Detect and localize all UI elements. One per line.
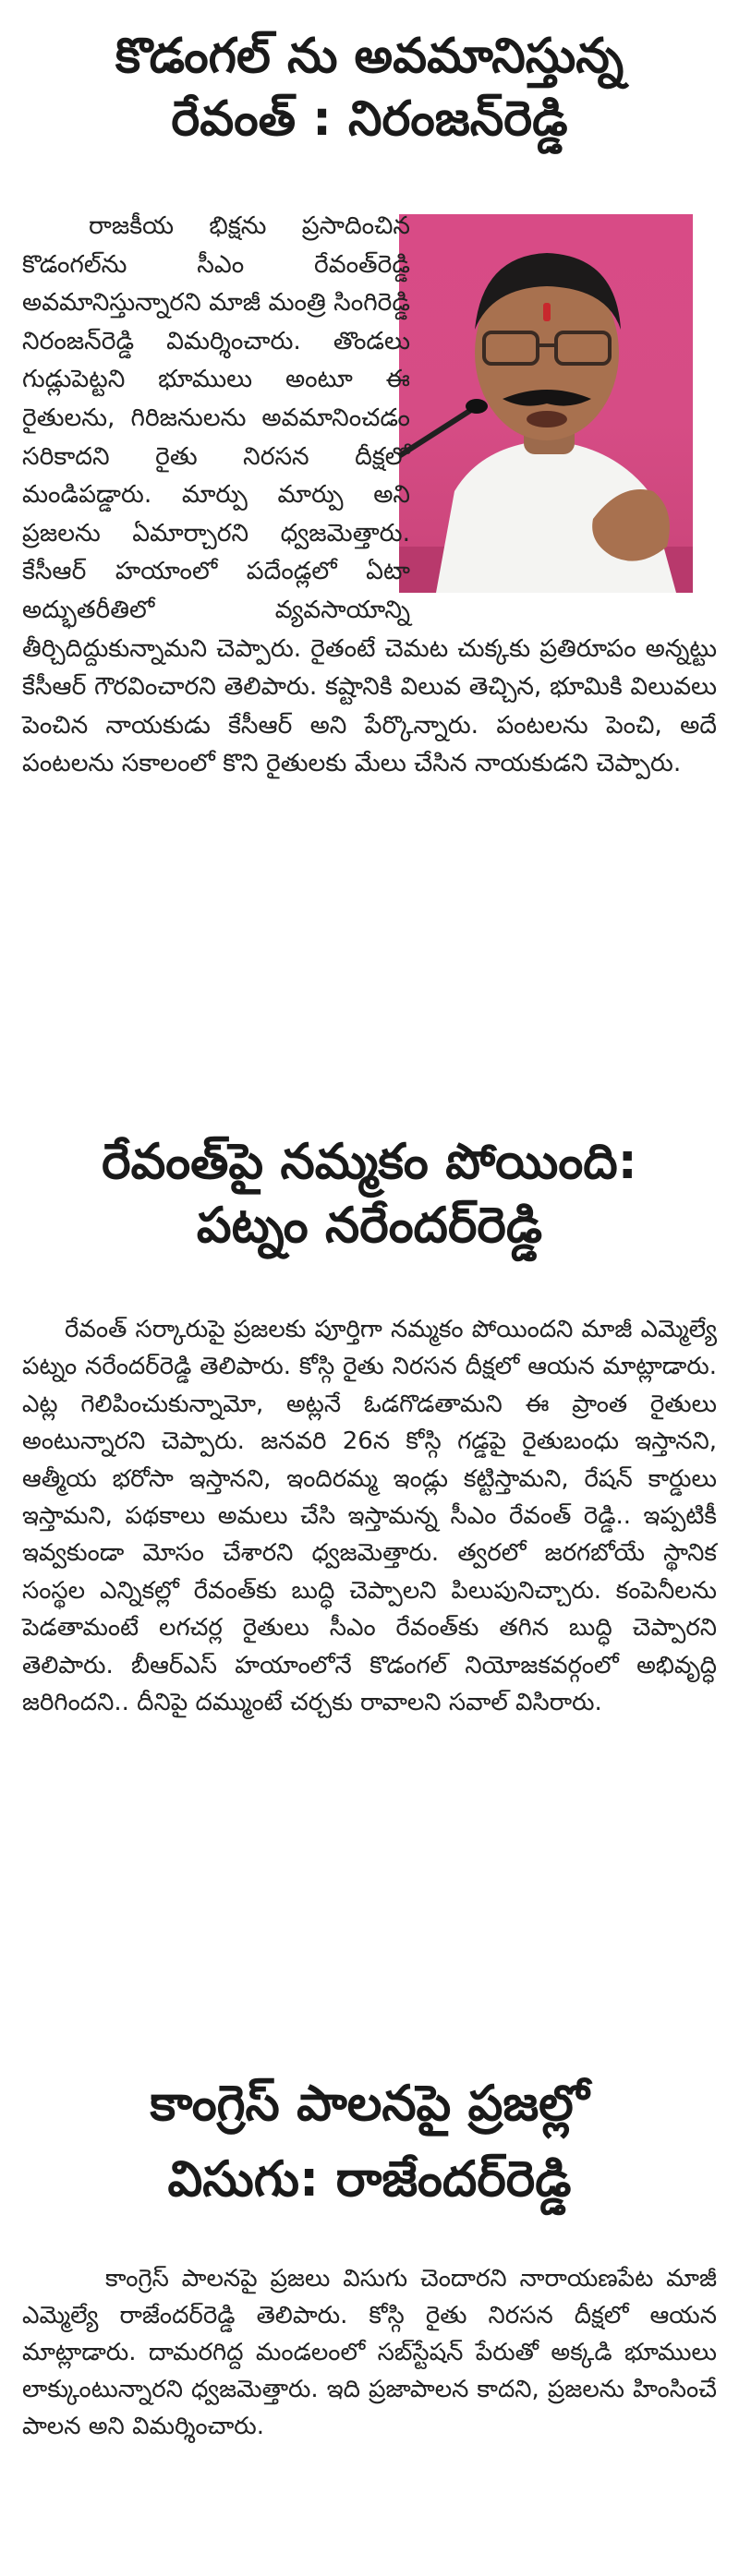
article-1-headline — [18, 26, 721, 150]
article-1-headline-line-2: రేవంత్ : నిరంజన్‌రెడ్డి — [171, 90, 568, 147]
article-3-headline-line-1: కాంగ్రెస్ పాలనపై ప్రజల్లో — [150, 2076, 589, 2132]
article-1-body-text: రాజకీయ భిక్షను ప్రసాదించిన కొడంగల్‌ను సీఎం రేవంత్‌రెడ్డి అవమానిస్తున్నారని మాజీ మంత్రి సింగిరెడ్డి నిరంజన్‌రెడ్డి విమర్శించారు. తొండలు గుడ్లుపెట్టని భూములు అంటూ ఈ రైతులను, గిరిజనులను అవమానించడం సరికాదని రైతు నిరసన దీక్షలో మండిపడ్డారు. మార్పు మార్పు అని ప్రజలను ఏమార్చారని ధ్వజమెత్తారు. కేసీఆర్ హయాంలో పదేండ్లలో ఏటా అద్భుతరీతిలో వ్యవసాయాన్ని తీర్చిదిద్దుకున్నామని చెప్పారు. రైతంటే చెమట చుక్కకు ప్రతిరూపం అన్నట్టు కేసీఆర్ గౌరవించారని తెలిపారు. కష్టానికి విలువ తెచ్చిన, భూమికి విలువలు పెంచిన నాయకుడు కేసీఆర్ అని పేర్కొన్నారు. పంటలను పెంచి, అదే పంటలను సకాలంలో కొని రైతులకు మేలు చేసిన నాయకుడని చెప్పారు. — [22, 211, 717, 778]
article-2-body-text: రేవంత్ సర్కారుపై ప్రజలకు పూర్తిగా నమ్మకం పోయిందని మాజీ ఎమ్మెల్యే పట్నం నరేందర్‌రెడ్డి తెలిపారు. కోస్గి రైతు నిరసన దీక్షలో ఆయన మాట్లాడారు. ఎట్ల గెలిపించుకున్నామో, అట్లనే ఓడగొడతామని ఈ ప్రాంత రైతులు అంటున్నారని చెప్పారు. జనవరి 26న కోస్గి గడ్డపై రైతుబంధు ఇస్తానని, ఆత్మీయ భరోసా ఇస్తానని, ఇందిరమ్మ ఇండ్లు కట్టిస్తామని, రేషన్ కార్డులు ఇస్తామని, పథకాలు అమలు చేసి ఇస్తామన్న సీఎం రేవంత్ రెడ్డి.. ఇప్పటికీ ఇవ్వకుండా మోసం చేశారని ధ్వజమెత్తారు. త్వరలో జరగబోయే స్థానిక సంస్థల ఎన్నికల్లో రేవంత్‌కు బుద్ధి చెప్పాలని పిలుపునిచ్చారు. కంపెనీలను పెడతామంటే లగచర్ల రైతులు సీఎం రేవంత్‌కు తగిన బుద్ధి చెప్పారని తెలిపారు. బీఆర్ఎస్ హయాంలోనే కొడంగల్ నియోజకవర్గంలో అభివృద్ధి జరిగిందని.. దీనిపై దమ్ముంటే చర్చకు రావాలని సవాల్ విసిరారు. — [22, 1316, 717, 1717]
article-2-headline-line-1: రేవంత్‌పై నమ్మకం పోయింది: — [102, 1134, 637, 1190]
photo-wrap-spacer — [410, 207, 717, 602]
article-1-body — [22, 207, 717, 783]
article-3-headline-line-2: విసుగు: రాజేందర్‌రెడ్డి — [167, 2151, 572, 2209]
article-2-body — [22, 1311, 717, 1721]
article-3-headline — [18, 2066, 721, 2218]
article-2-headline — [18, 1131, 721, 1258]
article-3-body-text: కాంగ్రెస్ పాలనపై ప్రజలు విసుగు చెందారని నారాయణపేట మాజీ ఎమ్మెల్యే రాజేందర్‌రెడ్డి తెలిపారు. కోస్గి రైతు నిరసన దీక్షలో ఆయన మాట్లాడారు. దామరగిద్ద మండలంలో సబ్‌స్టేషన్ పేరుతో అక్కడి భూములు లాక్కుంటున్నారని ధ్వజమెత్తారు. ఇది ప్రజాపాలన కాదని, ప్రజలను హింసించే పాలన అని విమర్శించారు. — [22, 2265, 717, 2440]
article-3-body — [22, 2260, 717, 2445]
article-2-headline-line-2: పట్నం నరేందర్‌రెడ్డి — [196, 1197, 543, 1254]
article-1-headline-line-1: కొడంగల్ ను అవమానిస్తున్న — [115, 29, 624, 84]
